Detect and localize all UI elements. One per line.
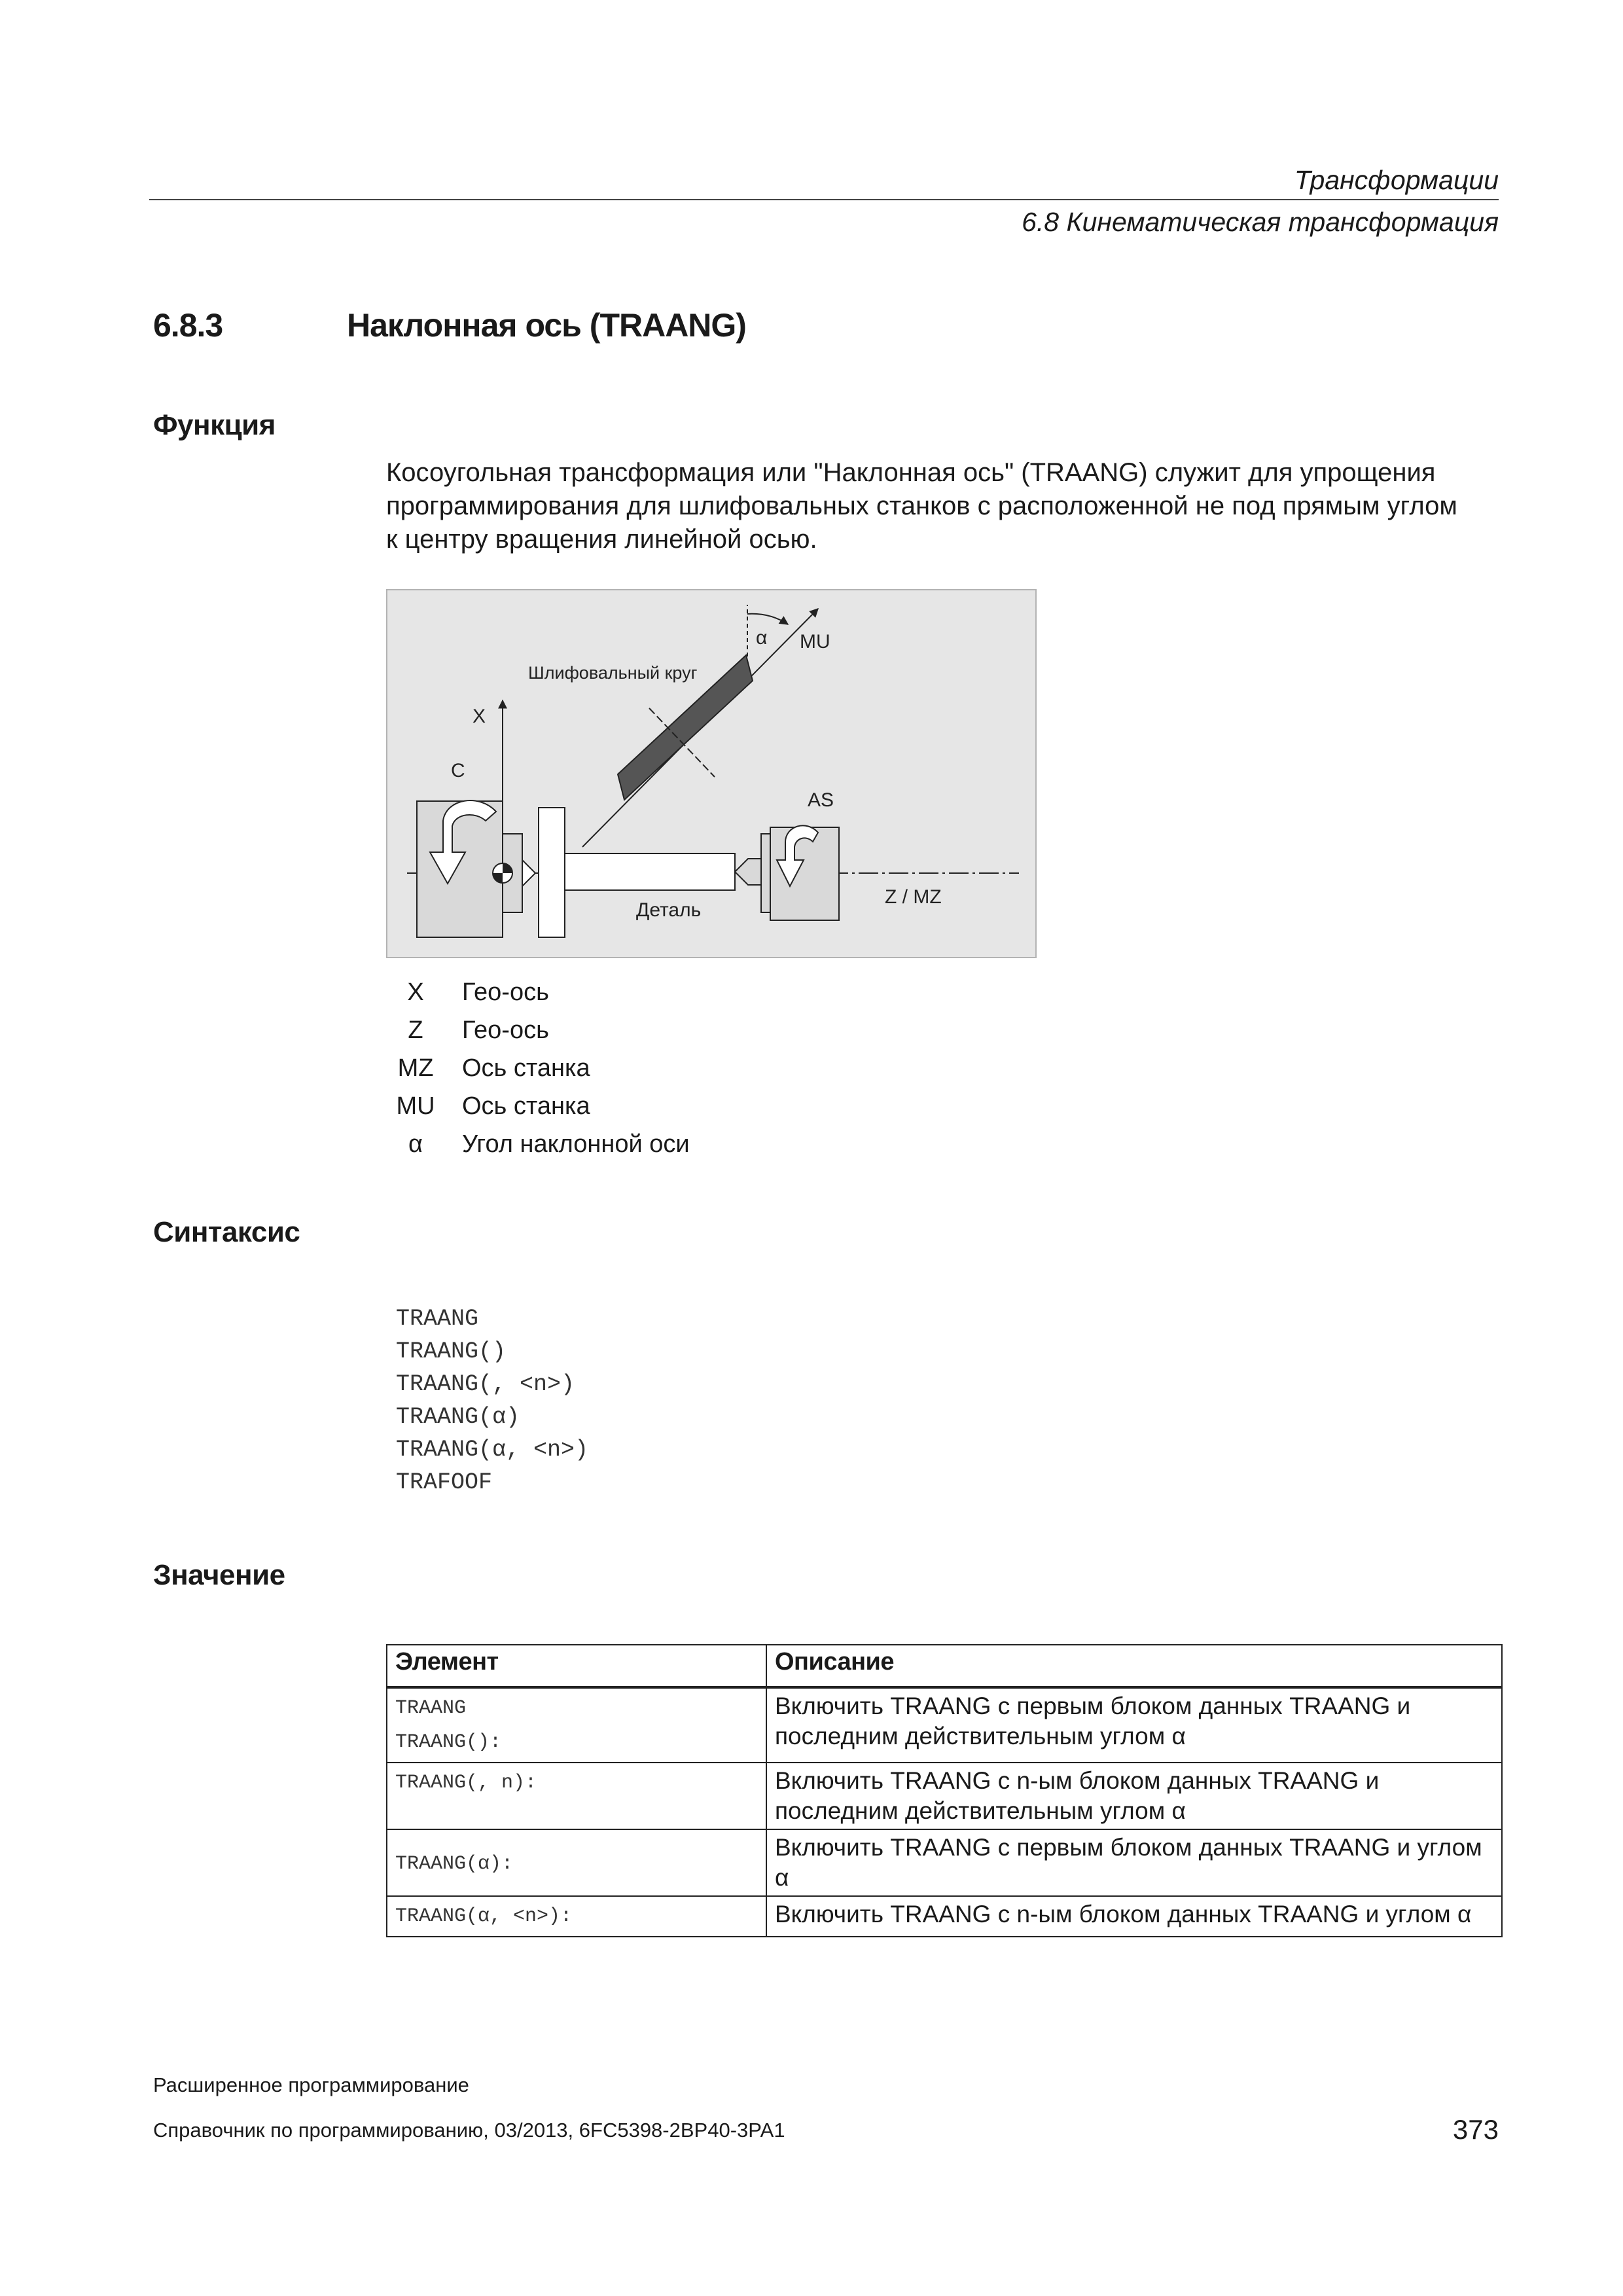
element-line: TRAANG(α): xyxy=(395,1853,514,1875)
tailstock-centre xyxy=(735,859,761,885)
element-cell xyxy=(387,1687,766,1763)
element-cell xyxy=(387,1763,766,1829)
section-title: Наклонная ось (TRAANG) xyxy=(347,307,746,344)
legend-symbol: Z xyxy=(408,1016,423,1044)
syntax-line: TRAANG xyxy=(396,1306,479,1332)
column-header-description: Описание xyxy=(766,1645,1502,1687)
element-cell xyxy=(387,1829,766,1896)
function-heading: Функция xyxy=(153,409,276,441)
table-row xyxy=(387,1829,1502,1896)
headstock-centre xyxy=(522,860,535,886)
table-row xyxy=(387,1687,1502,1763)
legend-symbol: MU xyxy=(396,1092,435,1120)
table-row xyxy=(387,1763,1502,1829)
element-line: TRAANG xyxy=(395,1697,467,1719)
syntax-line: TRAANG() xyxy=(396,1338,507,1365)
meaning-table xyxy=(386,1644,1503,1937)
syntax-heading: Синтаксис xyxy=(153,1216,300,1248)
meaning-heading: Значение xyxy=(153,1559,285,1591)
tailstock-flange xyxy=(761,834,770,912)
label-mu: MU xyxy=(800,631,830,653)
column-header-element: Элемент xyxy=(387,1645,766,1687)
section-number: 6.8.3 xyxy=(153,307,223,344)
footer-book-title: Расширенное программирование xyxy=(153,2073,469,2096)
syntax-line: TRAANG(α) xyxy=(396,1404,520,1430)
headstock xyxy=(417,801,503,937)
legend-text: Гео-ось xyxy=(462,1016,549,1044)
function-line: к центру вращения линейной осью. xyxy=(386,525,817,554)
element-cell xyxy=(387,1896,766,1937)
description-cell: Включить TRAANG с первым блоком данных TRAANG и углом α xyxy=(766,1829,1502,1896)
running-header-chapter: Трансформации xyxy=(1294,165,1499,195)
table-header-row xyxy=(387,1645,1502,1687)
description-cell: Включить TRAANG с первым блоком данных TRAANG и последним действительным углом α xyxy=(766,1687,1502,1763)
syntax-code-block xyxy=(396,1302,588,1499)
label-x: X xyxy=(473,706,486,727)
legend-text: Угол наклонной оси xyxy=(462,1130,690,1158)
tailstock xyxy=(770,827,839,920)
label-z-mz: Z / MZ xyxy=(885,886,942,908)
label-part: Деталь xyxy=(636,899,702,921)
footer-manual-info: Справочник по программированию, 03/2013, 6FC5398-2BP40-3PA1 xyxy=(153,2119,785,2142)
running-header-section: 6.8 Кинематическая трансформация xyxy=(1022,207,1499,237)
label-c: C xyxy=(451,760,465,781)
description-cell: Включить TRAANG с n-ым блоком данных TRAANG и последним действительным углом α xyxy=(766,1763,1502,1829)
function-line: программирования для шлифовальных станков с расположенной не под прямым углом xyxy=(386,492,1457,520)
element-line: TRAANG(α, <n>): xyxy=(395,1905,573,1928)
workpiece xyxy=(565,853,735,890)
description-cell: Включить TRAANG с n-ым блоком данных TRAANG и углом α xyxy=(766,1896,1502,1937)
label-as: AS xyxy=(808,789,834,811)
legend-text: Гео-ось xyxy=(462,978,549,1006)
page-number: 373 xyxy=(1452,2114,1499,2145)
inclined-axis-figure xyxy=(386,589,1037,958)
legend-text: Ось станка xyxy=(462,1092,590,1120)
alpha-arc xyxy=(747,614,788,624)
function-line: Косоугольная трансформация или "Наклонная ось" (TRAANG) служит для упрощения xyxy=(386,458,1436,487)
legend-symbol: α xyxy=(408,1130,423,1158)
header-rule xyxy=(149,199,1499,200)
figure-drawing xyxy=(387,590,1035,957)
face-plate xyxy=(539,808,565,937)
syntax-line: TRAFOOF xyxy=(396,1469,493,1496)
legend-symbol: X xyxy=(407,978,424,1006)
syntax-line: TRAANG(α, <n>) xyxy=(396,1437,589,1463)
label-alpha: α xyxy=(756,627,768,649)
element-line: TRAANG(): xyxy=(395,1731,502,1753)
syntax-line: TRAANG(, <n>) xyxy=(396,1371,575,1397)
element-line: TRAANG(, n): xyxy=(395,1772,537,1794)
legend-text: Ось станка xyxy=(462,1054,590,1082)
function-paragraph xyxy=(386,456,1512,556)
legend-symbol: MZ xyxy=(397,1054,434,1082)
label-grinding-wheel: Шлифовальный круг xyxy=(528,663,698,683)
table-row xyxy=(387,1896,1502,1937)
